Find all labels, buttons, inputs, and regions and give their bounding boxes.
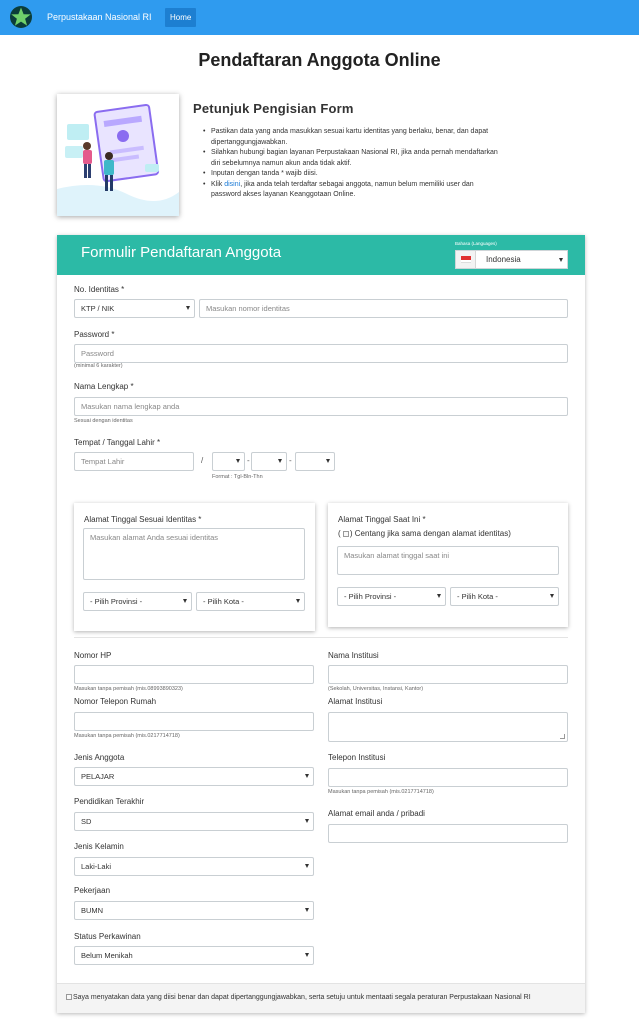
gender-select[interactable] [74, 857, 314, 876]
form-title: Formulir Pendaftaran Anggota [81, 244, 282, 261]
top-navbar [0, 0, 639, 35]
birth-day-select[interactable] [212, 452, 245, 471]
chevron-down-icon [186, 306, 190, 310]
address-current-city-select[interactable] [450, 587, 559, 606]
address-identity-panel [74, 503, 315, 631]
agreement-row [66, 994, 531, 1001]
identity-label: No. Identitas * [74, 285, 125, 294]
job-value: BUMN [81, 906, 104, 915]
slash-separator: / [201, 456, 204, 465]
city-placeholder: - Pilih Kota - [457, 592, 498, 601]
birth-format-hint: Format : Tgl-Bln-Thn [212, 474, 263, 480]
province-placeholder: - Pilih Provinsi - [344, 592, 397, 601]
same-address-checkbox[interactable] [343, 531, 349, 537]
home-phone-label: Nomor Telepon Rumah [74, 697, 157, 706]
identity-type-value: KTP / NIK [81, 304, 115, 313]
same-address-checkbox-row [338, 529, 511, 538]
institution-address-label: Alamat Institusi [328, 697, 383, 706]
guide-title: Petunjuk Pengisian Form [193, 101, 354, 116]
gender-label: Jenis Kelamin [74, 842, 124, 851]
birth-label: Tempat / Tanggal Lahir * [74, 438, 161, 447]
flag-cell [456, 251, 476, 268]
chevron-down-icon [236, 459, 240, 463]
phone-label: Nomor HP [74, 651, 112, 660]
address-identity-label: Alamat Tinggal Sesuai Identitas * [84, 515, 202, 524]
section-divider [74, 637, 568, 638]
guide-item-text: , jika anda telah terdaftar sebagai anggota, namun belum memiliki user dan password akses layanan Keanggotaan Online. [211, 180, 474, 198]
institution-name-input[interactable] [328, 665, 568, 684]
guide-item: • Inputan dengan tanda * wajib diisi. [203, 169, 503, 180]
email-label: Alamat email anda / pribadi [328, 809, 425, 818]
birthplace-input[interactable]: Tempat Lahir [74, 452, 194, 471]
indonesia-flag-icon [461, 256, 471, 263]
education-select[interactable] [74, 812, 314, 831]
home-phone-hint: Masukan tanpa pemisah (mis.0217714718) [74, 733, 180, 739]
registration-form-card [57, 235, 585, 1013]
institution-phone-label: Telepon Institusi [328, 753, 386, 762]
chevron-down-icon [305, 819, 309, 823]
chevron-down-icon [437, 594, 441, 598]
guide-list [203, 127, 503, 201]
form-header [57, 235, 585, 275]
education-label: Pendidikan Terakhir [74, 797, 145, 806]
fullname-hint: Sesuai dengan identitas [74, 418, 133, 424]
language-value: Indonesia [486, 255, 521, 264]
address-current-label: Alamat Tinggal Saat Ini * [338, 515, 426, 524]
password-label: Password * [74, 330, 115, 339]
phone-input[interactable] [74, 665, 314, 684]
page-title: Pendaftaran Anggota Online [198, 50, 441, 70]
institution-name-hint: (Sekolah, Universitas, Instansi, Kantor) [328, 686, 424, 692]
phone-hint: Masukan tanpa pemisah (mis.08993890323) [74, 686, 183, 692]
institution-phone-hint: Masukan tanpa pemisah (mis.0217714718) [328, 789, 434, 795]
institution-address-textarea[interactable] [328, 712, 568, 742]
institution-name-label: Nama Institusi [328, 651, 379, 660]
same-address-label: ) Centang jika sama dengan alamat identitas) [349, 529, 511, 538]
address-identity-textarea[interactable]: Masukan alamat Anda sesuai identitas [83, 528, 305, 580]
agreement-checkbox[interactable] [66, 994, 72, 1000]
registration-illustration [57, 94, 179, 216]
dash-separator: - [247, 456, 250, 465]
guide-item: • Silahkan hubungi bagian layanan Perpustakaan Nasional RI, jika anda pernah mendaftarkan diri sebelumnya namun akun anda tidak aktif. [203, 148, 503, 169]
marital-label: Status Perkawinan [74, 932, 141, 941]
nav-home-link[interactable]: Home [165, 8, 196, 27]
chevron-down-icon [550, 594, 554, 598]
chevron-down-icon [326, 459, 330, 463]
language-label: Bahasa (Languages) [455, 241, 497, 246]
password-hint: (minimal 6 karakter) [74, 363, 123, 369]
address-current-textarea[interactable]: Masukan alamat tinggal saat ini [337, 546, 559, 575]
dash-separator: - [289, 456, 292, 465]
chevron-down-icon [278, 459, 282, 463]
email-input[interactable] [328, 824, 568, 843]
library-logo-icon[interactable] [9, 5, 33, 29]
agreement-text: Saya menyatakan data yang diisi benar dan dapat dipertanggungjawabkan, serta setuju untuk mentaati segala peraturan Perpustakaan Nasional RI [73, 994, 531, 1001]
institution-phone-input[interactable] [328, 768, 568, 787]
language-select[interactable] [455, 250, 568, 269]
address-current-province-select[interactable] [337, 587, 446, 606]
disini-link[interactable]: disini [224, 180, 241, 188]
chevron-down-icon [296, 599, 300, 603]
chevron-down-icon [559, 258, 563, 262]
address-identity-province-select[interactable] [83, 592, 192, 611]
gender-value: Laki-Laki [81, 862, 112, 871]
birth-month-select[interactable] [251, 452, 287, 471]
identity-type-select[interactable] [74, 299, 195, 318]
member-type-label: Jenis Anggota [74, 753, 125, 762]
marital-select[interactable] [74, 946, 314, 965]
job-select[interactable] [74, 901, 314, 920]
guide-item [203, 180, 503, 201]
paren-text: ( [338, 529, 343, 538]
guide-item-text: Klik [211, 180, 225, 188]
chevron-down-icon [305, 953, 309, 957]
guide-item: • Pastikan data yang anda masukkan sesuai kartu identitas yang berlaku, benar, dan dapat dipertanggungjawabkan. [203, 127, 503, 148]
address-current-panel [328, 503, 568, 627]
birth-year-select[interactable] [295, 452, 335, 471]
home-phone-input[interactable] [74, 712, 314, 731]
member-type-value: PELAJAR [81, 772, 115, 781]
province-placeholder: - Pilih Provinsi - [90, 597, 143, 606]
city-placeholder: - Pilih Kota - [203, 597, 244, 606]
password-input[interactable]: Password [74, 344, 568, 363]
resize-handle-icon[interactable] [560, 734, 565, 739]
nav-brand[interactable]: Perpustakaan Nasional RI [47, 12, 152, 22]
agreement-bar [57, 983, 585, 1013]
member-type-select[interactable] [74, 767, 314, 786]
chevron-down-icon [305, 864, 309, 868]
fullname-input[interactable]: Masukan nama lengkap anda [74, 397, 568, 416]
identity-number-input[interactable]: Masukan nomor identitas [199, 299, 568, 318]
address-identity-city-select[interactable] [196, 592, 305, 611]
job-label: Pekerjaan [74, 886, 111, 895]
chevron-down-icon [305, 908, 309, 912]
education-value: SD [81, 817, 92, 826]
chevron-down-icon [305, 774, 309, 778]
fullname-label: Nama Lengkap * [74, 382, 134, 391]
chevron-down-icon [183, 599, 187, 603]
marital-value: Belum Menikah [81, 951, 133, 960]
